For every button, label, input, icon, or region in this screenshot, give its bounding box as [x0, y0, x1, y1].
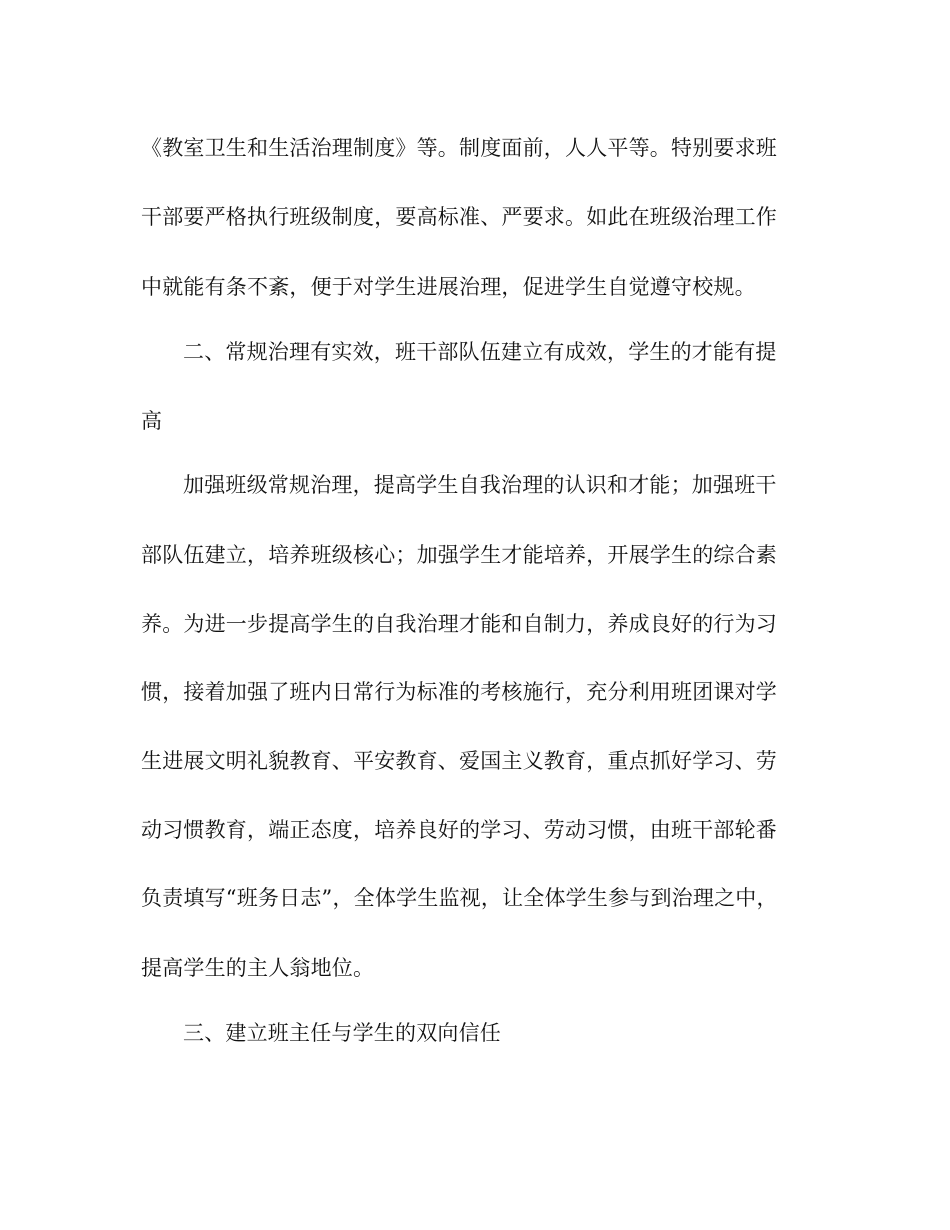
- section-heading-line: 三、建立班主任与学生的双向信任: [183, 1021, 501, 1045]
- paragraph-line: 生进展文明礼貌教育、平安教育、爱国主义教育，重点抓好学习、劳: [141, 749, 777, 773]
- paragraph-line: 部队伍建立，培养班级核心；加强学生才能培养，开展学生的综合素: [141, 543, 777, 567]
- paragraph-line: 干部要严格执行班级制度，要高标准、严要求。如此在班级治理工作: [141, 205, 777, 229]
- section-heading-line: 二、常规治理有实效，班干部队伍建立有成效，学生的才能有提: [183, 340, 777, 364]
- paragraph-line: 《教室卫生和生活治理制度》等。制度面前，人人平等。特别要求班: [141, 136, 777, 160]
- paragraph-line: 养。为进一步提高学生的自我治理才能和自制力，养成良好的行为习: [141, 612, 777, 636]
- paragraph-line: 加强班级常规治理，提高学生自我治理的认识和才能；加强班干: [183, 473, 777, 497]
- paragraph-line: 负责填写“班务日志”，全体学生监视，让全体学生参与到治理之中，: [141, 886, 778, 910]
- paragraph-line: 中就能有条不紊，便于对学生进展治理，促进学生自觉遵守校规。: [141, 275, 756, 299]
- paragraph-line: 惯，接着加强了班内日常行为标准的考核施行，充分利用班团课对学: [141, 680, 777, 704]
- paragraph-line: 动习惯教育，端正态度，培养良好的学习、劳动习惯，由班干部轮番: [141, 818, 777, 842]
- paragraph-line: 提高学生的主人翁地位。: [141, 956, 375, 980]
- section-heading-line: 高: [141, 409, 163, 433]
